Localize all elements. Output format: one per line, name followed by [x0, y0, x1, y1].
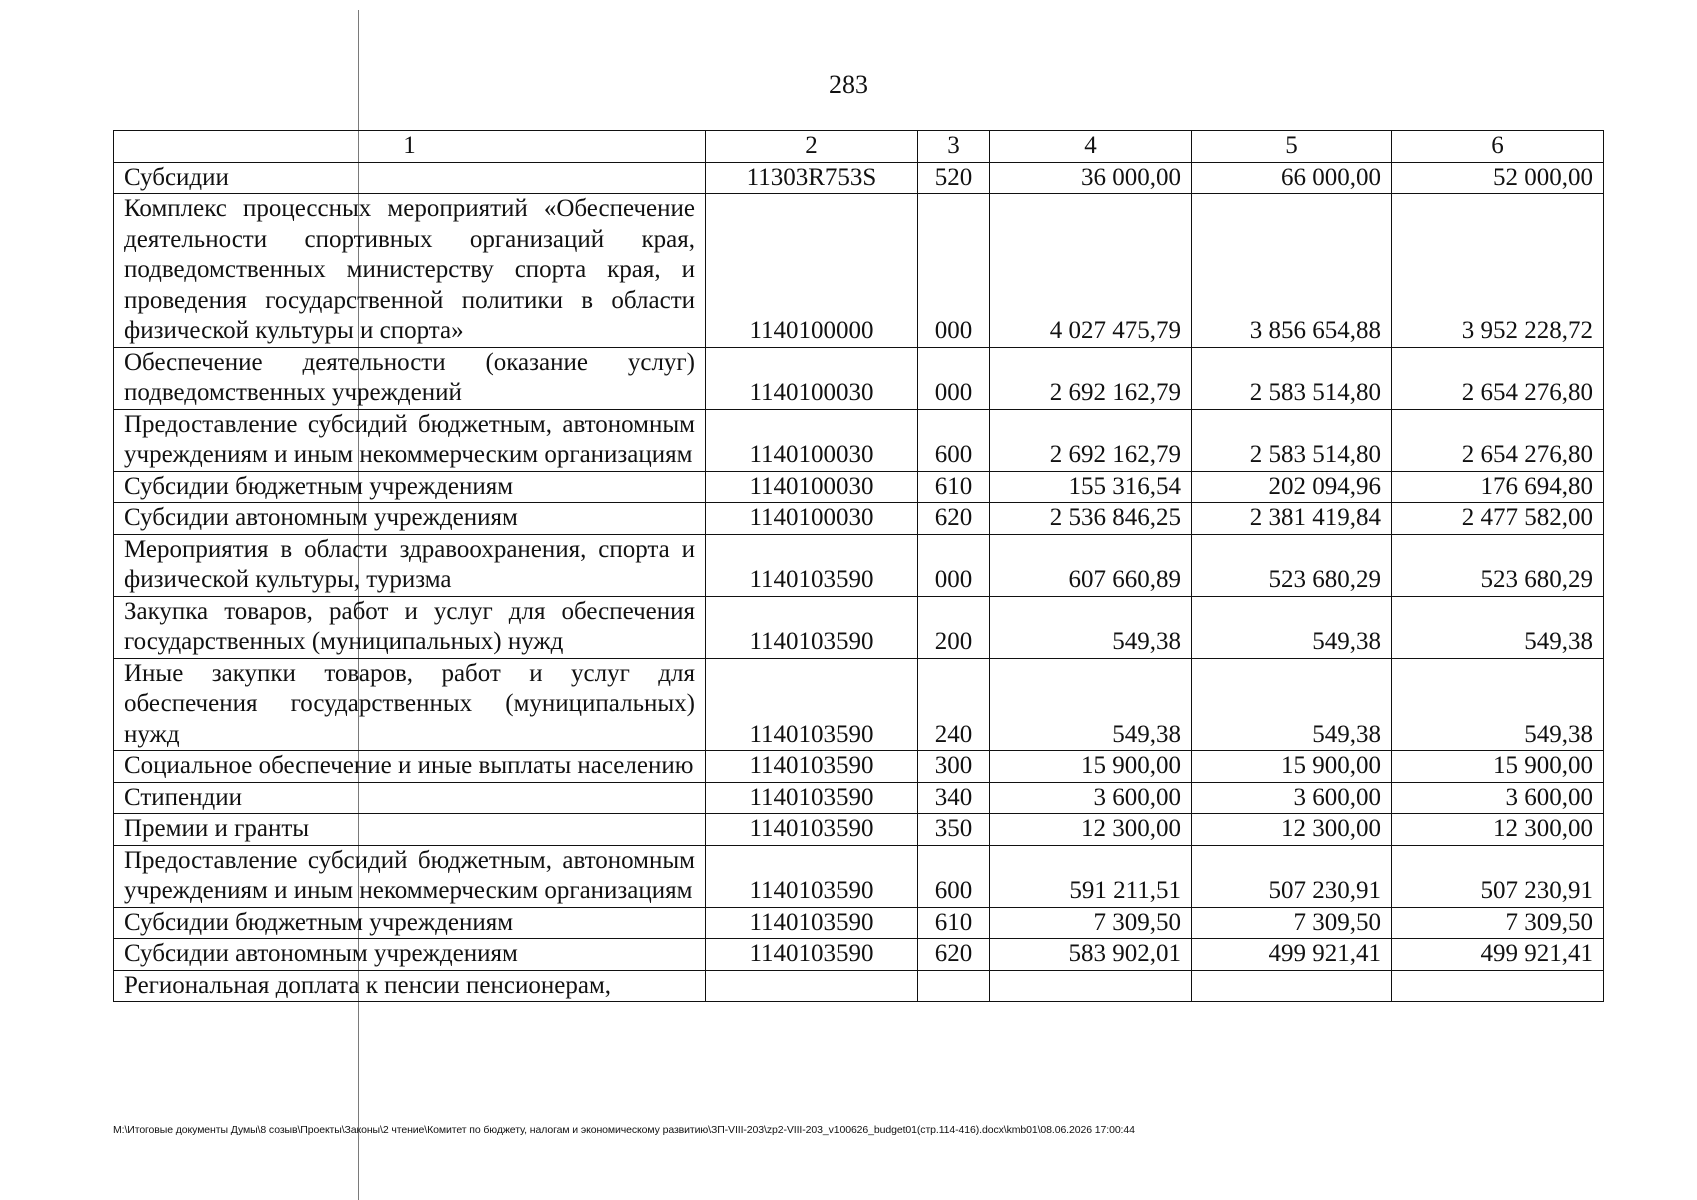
- row-amount-col6-cell: 15 900,00: [1392, 751, 1604, 783]
- row-amount-col5-cell: 202 094,96: [1192, 471, 1392, 503]
- row-name-cell: Субсидии бюджетным учреждениям: [114, 907, 706, 939]
- row-amount-col5-cell: 7 309,50: [1192, 907, 1392, 939]
- row-expense-type-cell: 350: [918, 814, 990, 846]
- row-amount-col4-cell: 3 600,00: [990, 782, 1192, 814]
- table-row: [114, 347, 1604, 409]
- page-number: 283: [829, 70, 868, 99]
- column-header: 4: [990, 131, 1192, 163]
- row-amount-col4-cell: 583 902,01: [990, 939, 1192, 971]
- row-code-cell: 1140100000: [706, 194, 918, 348]
- row-amount-col5-cell: 2 583 514,80: [1192, 409, 1392, 471]
- row-expense-type-cell: 620: [918, 503, 990, 535]
- row-amount-col5-cell: 12 300,00: [1192, 814, 1392, 846]
- row-name-cell: Мероприятия в области здравоохранения, спорта и физической культуры, туризма: [114, 534, 706, 596]
- budget-table: [113, 130, 1604, 1002]
- column-header: 6: [1392, 131, 1604, 163]
- row-amount-col6-cell: 2 654 276,80: [1392, 409, 1604, 471]
- table-row: [114, 658, 1604, 751]
- row-amount-col4-cell: 549,38: [990, 596, 1192, 658]
- row-code-cell: 1140103590: [706, 814, 918, 846]
- table-row: [114, 970, 1604, 1002]
- row-amount-col6-cell: 12 300,00: [1392, 814, 1604, 846]
- row-name-cell: Предоставление субсидий бюджетным, автономным учреждениям и иным некоммерческим организациям: [114, 409, 706, 471]
- row-amount-col6-cell: [1392, 970, 1604, 1002]
- row-code-cell: 1140103590: [706, 658, 918, 751]
- row-amount-col5-cell: 15 900,00: [1192, 751, 1392, 783]
- row-expense-type-cell: 610: [918, 471, 990, 503]
- column-number-row: [114, 131, 1604, 163]
- row-code-cell: 1140103590: [706, 751, 918, 783]
- row-code-cell: 1140100030: [706, 347, 918, 409]
- row-code-cell: 1140100030: [706, 503, 918, 535]
- row-amount-col4-cell: 155 316,54: [990, 471, 1192, 503]
- row-amount-col5-cell: 499 921,41: [1192, 939, 1392, 971]
- row-name-cell: Предоставление субсидий бюджетным, автономным учреждениям и иным некоммерческим организациям: [114, 845, 706, 907]
- column-header: 2: [706, 131, 918, 163]
- row-name-cell: Закупка товаров, работ и услуг для обеспечения государственных (муниципальных) нужд: [114, 596, 706, 658]
- row-code-cell: 1140103590: [706, 596, 918, 658]
- row-amount-col5-cell: [1192, 970, 1392, 1002]
- table-row: [114, 409, 1604, 471]
- row-name-cell: Премии и гранты: [114, 814, 706, 846]
- row-code-cell: 11303R753S: [706, 162, 918, 194]
- table-row: [114, 471, 1604, 503]
- row-expense-type-cell: 300: [918, 751, 990, 783]
- row-expense-type-cell: 600: [918, 409, 990, 471]
- row-amount-col5-cell: 507 230,91: [1192, 845, 1392, 907]
- table-row: [114, 162, 1604, 194]
- row-amount-col4-cell: 15 900,00: [990, 751, 1192, 783]
- row-amount-col4-cell: 549,38: [990, 658, 1192, 751]
- row-amount-col6-cell: 2 477 582,00: [1392, 503, 1604, 535]
- row-name-cell: Стипендии: [114, 782, 706, 814]
- row-amount-col4-cell: 7 309,50: [990, 907, 1192, 939]
- row-amount-col5-cell: 2 583 514,80: [1192, 347, 1392, 409]
- row-amount-col5-cell: 523 680,29: [1192, 534, 1392, 596]
- row-amount-col5-cell: 3 856 654,88: [1192, 194, 1392, 348]
- row-amount-col6-cell: 3 600,00: [1392, 782, 1604, 814]
- row-name-cell: Социальное обеспечение и иные выплаты населению: [114, 751, 706, 783]
- row-amount-col5-cell: 66 000,00: [1192, 162, 1392, 194]
- table-row: [114, 814, 1604, 846]
- row-amount-col4-cell: 4 027 475,79: [990, 194, 1192, 348]
- row-amount-col6-cell: 3 952 228,72: [1392, 194, 1604, 348]
- table-row: [114, 845, 1604, 907]
- table-row: [114, 907, 1604, 939]
- row-code-cell: 1140103590: [706, 907, 918, 939]
- row-amount-col4-cell: 607 660,89: [990, 534, 1192, 596]
- row-code-cell: 1140103590: [706, 845, 918, 907]
- table-row: [114, 939, 1604, 971]
- row-name-cell: Обеспечение деятельности (оказание услуг) подведомственных учреждений: [114, 347, 706, 409]
- row-expense-type-cell: 200: [918, 596, 990, 658]
- row-amount-col5-cell: 3 600,00: [1192, 782, 1392, 814]
- row-name-cell: Региональная доплата к пенсии пенсионерам,: [114, 970, 706, 1002]
- budget-table-body: [114, 131, 1604, 1002]
- row-amount-col4-cell: [990, 970, 1192, 1002]
- row-amount-col5-cell: 2 381 419,84: [1192, 503, 1392, 535]
- row-amount-col4-cell: 12 300,00: [990, 814, 1192, 846]
- row-amount-col6-cell: 523 680,29: [1392, 534, 1604, 596]
- row-code-cell: 1140103590: [706, 534, 918, 596]
- table-row: [114, 194, 1604, 348]
- row-name-cell: Иные закупки товаров, работ и услуг для обеспечения государственных (муниципальных) нужд: [114, 658, 706, 751]
- row-amount-col6-cell: 7 309,50: [1392, 907, 1604, 939]
- column-header: 1: [114, 131, 706, 163]
- column-header: 5: [1192, 131, 1392, 163]
- row-amount-col4-cell: 2 692 162,79: [990, 347, 1192, 409]
- row-name-cell: Субсидии автономным учреждениям: [114, 503, 706, 535]
- row-name-cell: Комплекс процессных мероприятий «Обеспечение деятельности спортивных организаций края, подведомственных министерству спорта края, и проведения государственной политики в области физической культуры и спорта»: [114, 194, 706, 348]
- row-expense-type-cell: 000: [918, 194, 990, 348]
- row-name-cell: Субсидии бюджетным учреждениям: [114, 471, 706, 503]
- row-expense-type-cell: 000: [918, 534, 990, 596]
- column-header: 3: [918, 131, 990, 163]
- row-amount-col6-cell: 507 230,91: [1392, 845, 1604, 907]
- row-code-cell: [706, 970, 918, 1002]
- row-amount-col5-cell: 549,38: [1192, 596, 1392, 658]
- row-amount-col6-cell: 176 694,80: [1392, 471, 1604, 503]
- row-code-cell: 1140100030: [706, 409, 918, 471]
- row-name-cell: Субсидии: [114, 162, 706, 194]
- row-amount-col4-cell: 36 000,00: [990, 162, 1192, 194]
- row-amount-col5-cell: 549,38: [1192, 658, 1392, 751]
- row-amount-col4-cell: 591 211,51: [990, 845, 1192, 907]
- row-amount-col6-cell: 549,38: [1392, 658, 1604, 751]
- row-code-cell: 1140103590: [706, 939, 918, 971]
- row-amount-col6-cell: 549,38: [1392, 596, 1604, 658]
- row-name-cell: Субсидии автономным учреждениям: [114, 939, 706, 971]
- row-expense-type-cell: 000: [918, 347, 990, 409]
- document-path-footer: М:\Итоговые документы Думы\8 созыв\Проекты\Законы\2 чтение\Комитет по бюджету, налогам и экономическому развитию\ЗП-VIII-203\zp2-VIII-203_v100626_budget01(стр.114-416).docx\kmb01\08.06.2026 17:00:44: [113, 1124, 1135, 1136]
- row-expense-type-cell: [918, 970, 990, 1002]
- row-amount-col6-cell: 2 654 276,80: [1392, 347, 1604, 409]
- row-expense-type-cell: 620: [918, 939, 990, 971]
- row-amount-col4-cell: 2 692 162,79: [990, 409, 1192, 471]
- row-amount-col4-cell: 2 536 846,25: [990, 503, 1192, 535]
- table-row: [114, 782, 1604, 814]
- row-code-cell: 1140103590: [706, 782, 918, 814]
- row-expense-type-cell: 520: [918, 162, 990, 194]
- row-expense-type-cell: 340: [918, 782, 990, 814]
- table-row: [114, 503, 1604, 535]
- row-expense-type-cell: 600: [918, 845, 990, 907]
- row-amount-col6-cell: 52 000,00: [1392, 162, 1604, 194]
- table-row: [114, 534, 1604, 596]
- table-row: [114, 751, 1604, 783]
- row-amount-col6-cell: 499 921,41: [1392, 939, 1604, 971]
- row-code-cell: 1140100030: [706, 471, 918, 503]
- row-expense-type-cell: 240: [918, 658, 990, 751]
- table-row: [114, 596, 1604, 658]
- row-expense-type-cell: 610: [918, 907, 990, 939]
